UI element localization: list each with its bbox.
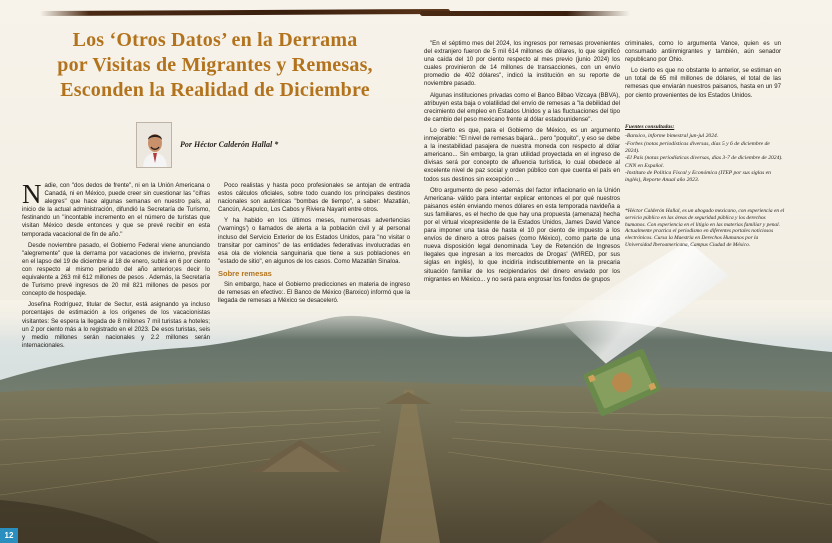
source-item: CNN en Español. (625, 162, 665, 169)
sources-title: Fuentes consultadas: (625, 124, 675, 130)
author-byline: Por Héctor Calderón Hallal * (180, 140, 279, 149)
column-4 (625, 40, 781, 103)
paragraph: Poco realistas y hasta poco profesionales se antojan de entrada estos cálculos oficiales, sobre todo cuando los principales destinos nacionales son auténticas "bombas de tiempo", a saber: Mazatlán, Cancún, Acapulco, Los Cabos y Riviera Nayarit entre otros. (218, 182, 410, 214)
paragraph: Lo cierto es que no obstante lo anterior, se estiman en un total de 65 mil millones de dólares, el total de las remesas que enviarán nuestros paisanos, hasta en un 97 por ciento provenientes de los Estados Unidos. (625, 67, 781, 99)
column-1 (22, 179, 210, 353)
article-title (30, 28, 400, 103)
paragraph: Y ha habido en los últimos meses, numerosas advertencias ('warnings') o llamados de alerta a la población civil y al personal incluso del Servicio Exterior de los Estados Unidos, para "no visitar o transitar por caminos" de las entidades federativas involucradas en esa ola de violencia sanguinaria que tiene a sus poblaciones en "estado de sitio", en algunos de los casos. Como Mazatlán Sinaloa. (218, 217, 410, 265)
paragraph: Lo cierto es que, para el Gobierno de México, es un argumento inmejorable: "El nivel de remesas bajará... pero "poquito", y eso se debe a la inestabilidad pasajera de nuestra moneda con respecto al dólar americano... Sin embargo, la gran utilidad proyectada en el ingreso de divisas será por concepto de afluencia turística, lo cual obedece al excelente nivel de paz social y orden público con que cuenta el país en todos sus destinos sin excepción ... (424, 126, 620, 183)
author-bio: *Héctor Calderón Hallal, es un abogado mexicano, con experiencia en el servicio público en las áreas de seguridad pública y los derechos humanos. Con experiencia en el litigio en las materias familiar y penal. Actualmente practica el periodismo en diferentes portales noticiosos electrónicos. Cursa la Maestría en Derechos Humanos por la Universidad Iberoamericana, Campus Ciudad de México. (625, 208, 785, 248)
paragraph (22, 179, 210, 239)
column-3 (424, 40, 620, 287)
paragraph: Otro argumento de peso -además del factor inflacionario en la Unión Americana- válido para intentar explicar entonces el por qué nuestros paisanos estén enviando menos dólares en esta temporada navideña a sus familiares, es el hecho de que hay una propuesta (amenaza) hecha por el virtual vicepresidente de la Estados Unidos, James David Vance para imponer una tasa de hasta el 10 por ciento de impuesto a los envíos de dinero a otros países (como México), como parte de una nueva disposición legal denominada 'Ley de Retención de Ingresos Ilegales que ingresan a los mercados de Drogas' (WIRED, por sus siglas en inglés), lo que incidiría indiscutiblemente en la precaria situación familiar de los recipiendarios del dinero enviado por los migrantes en México... y no será para engrosar los fondos de grupos (424, 186, 620, 283)
paragraph: Algunas instituciones privadas como el Banco Bilbao Vizcaya (BBVA), atribuyen esta baja o volatilidad del envío de remesas a "la debilidad del crecimiento del empleo en Estados Unidos y a las fluctuaciones del tipo de cambio del peso mexicano frente al dólar estadounidense". (424, 91, 620, 123)
author-portrait-icon (137, 123, 172, 168)
title-line-2: por Visitas de Migrantes y Remesas, (57, 54, 373, 76)
paragraph: "En el séptimo mes del 2024, los ingresos por remesas provenientes del extranjero fueron de 5 mil 614 millones de dólares, lo que significó una caída del 10 por ciento respecto al mes previo (junio 2024) los cuales provinieron de 14 millones de transacciones, con un envío promedio de 402 dólares", indicó la institución en su reporte de noviembre pasado. (424, 40, 620, 88)
decorative-brush-line-right (420, 11, 630, 16)
column-2 (218, 182, 410, 308)
title-line-3: Esconden la Realidad de Diciembre (60, 79, 370, 101)
paragraph: Sin embargo, hace el Gobierno predicciones en materia de ingreso de remesas en efectivo:. El Banco de México (Banxico) informó que la llegada de remesas a México se desaceleró. (218, 281, 410, 305)
source-item: -El País (notas periodísticas diversas, días 3-7 de diciembre de 2024). (625, 155, 783, 161)
author-photo (136, 122, 172, 168)
section-subheading: Sobre remesas (218, 268, 272, 278)
title-line-1: Los ‘Otros Datos’ en la Derrama (72, 29, 358, 51)
paragraph: Desde noviembre pasado, el Gobierno Federal viene anunciando "alegremente" que la derrama por vacaciones de invierno, prevista en el lapso del 19 de diciembre al 18 de enero, subirá en 6 por ciento con respecto al mismo periodo del año anterior;es decir lo equivalente a 263 mil 612 millones de pesos . Además, la Secretaría de Turismo prevé ingresos de 20 mil 821 millones de pesos por concepto de hospedaje. (22, 241, 210, 298)
paragraph: Josefina Rodríguez, titular de Sectur, está asignando ya incluso porcentajes de estimación a los orígenes de los vacacionistas visitantes: Se espera la llegada de 8 millones 7 mil turistas a hoteles; un 2 por ciento más a lo registrado en el 2023. De esos turistas, seis y medio millones serán nacionales y 2.2 millones serán internacionales. (22, 301, 210, 349)
paragraph-text: adie, con "dos dedos de frente", ni en la Unión Americana o Canadá, ni en México, puede creer sin cuestionar las "cifras alegres" que hace algunas semanas en nuestro país, al inicio de la actual administración, difundió la Secretaría de Turismo, festinando un "incontable incremento en el número de turistas que visitan México desde entonces y que se prevé recibir en esta temporada vacacional de fin de año." (22, 182, 210, 238)
drop-cap: N (22, 179, 42, 209)
source-item: -Instituto de Política Fiscal y Económica (ITEP por sus siglas en inglés), Reporte Anual año 2023. (625, 170, 771, 183)
paragraph: criminales, como lo argumenta Vance, quien es un consumado antiinmigrantes y también, aún senador republicano por Ohio. (625, 40, 781, 64)
source-item: -Banxico, informe bimestral jun-jul 2024. (625, 133, 719, 139)
sources-box (625, 124, 785, 185)
source-item: -Forbes (notas periodísticas diversas, días 5 y 6 de diciembre de 2024). (625, 140, 770, 154)
page-number: 12 (0, 528, 18, 543)
